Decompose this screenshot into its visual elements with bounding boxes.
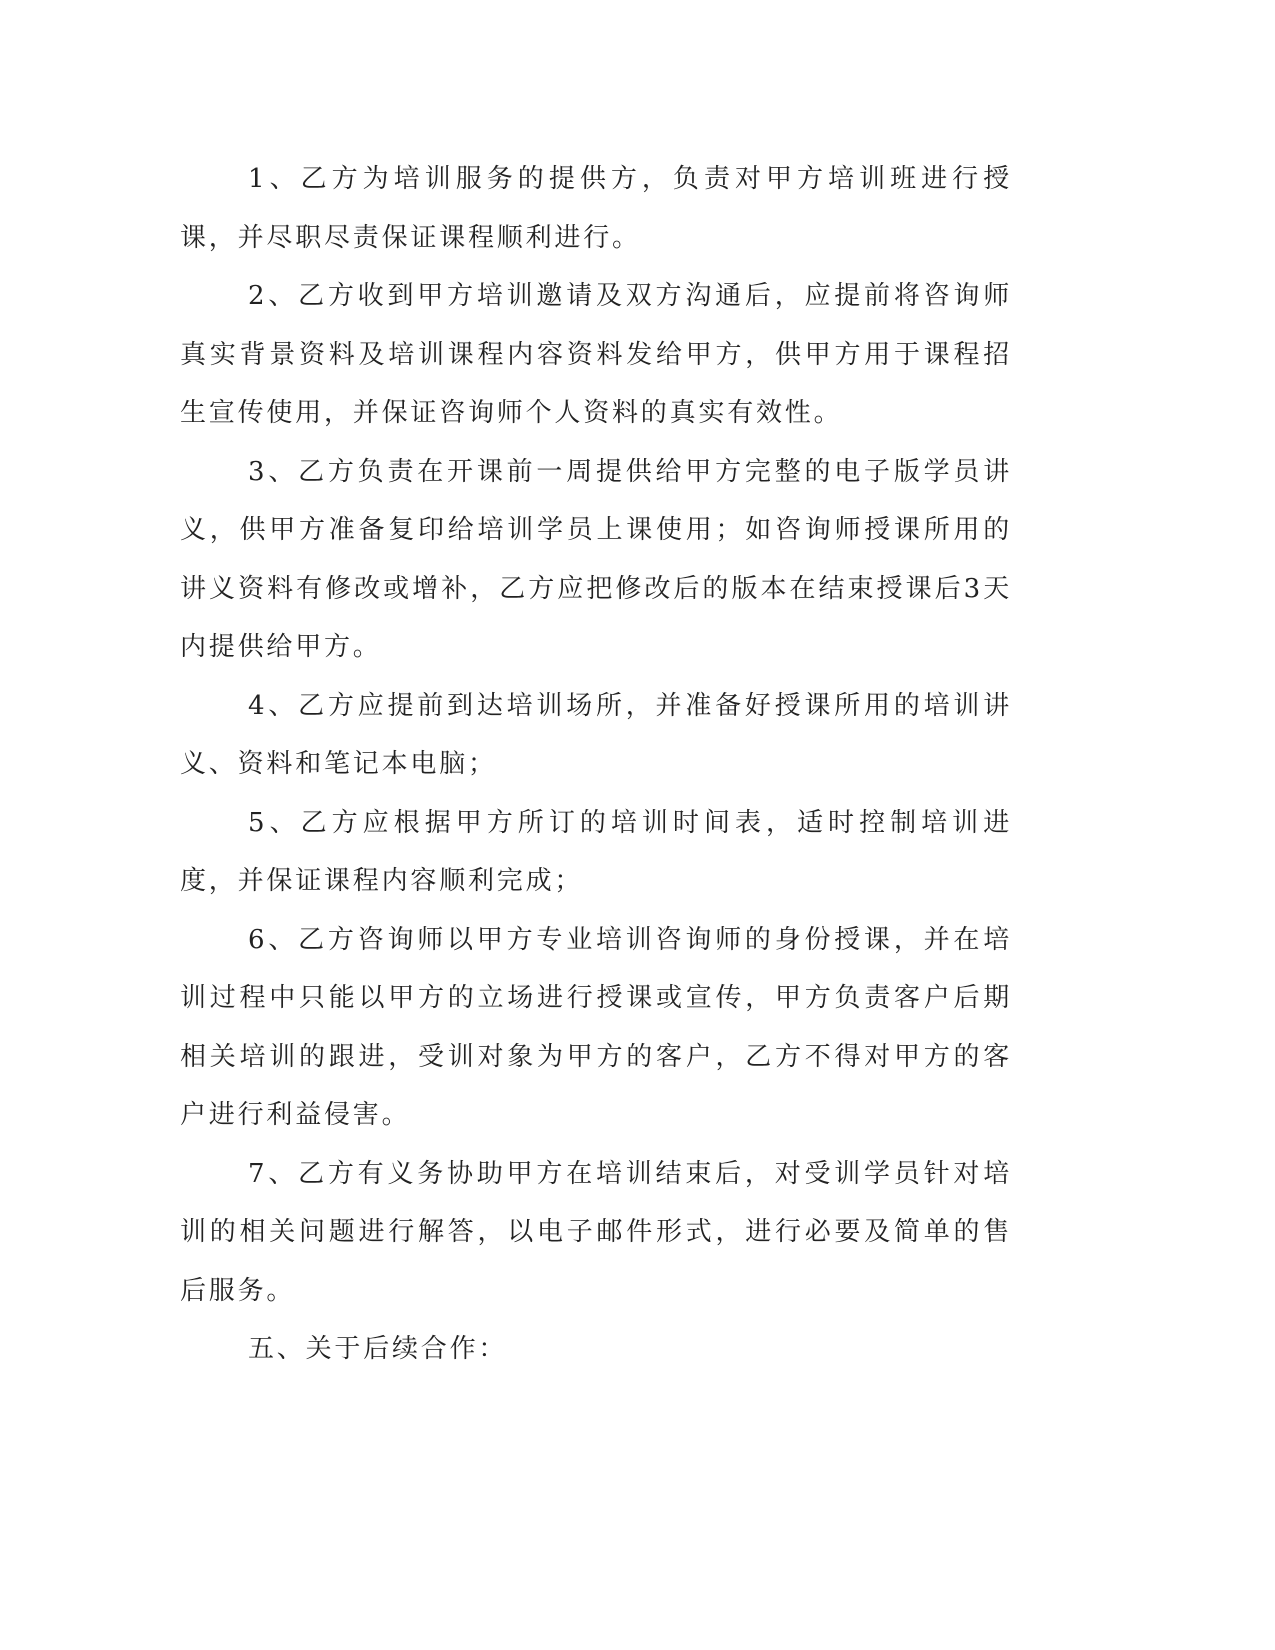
paragraph-clause-6: 6、乙方咨询师以甲方专业培训咨询师的身份授课，并在培训过程中只能以甲方的立场进行授课或宣传，甲方负责客户后期相关培训的跟进，受训对象为甲方的客户，乙方不得对甲方的客户进行利益侵害。	[180, 924, 1012, 1130]
paragraph-clause-3: 3、乙方负责在开课前一周提供给甲方完整的电子版学员讲义，供甲方准备复印给培训学员上课使用；如咨询师授课所用的讲义资料有修改或增补，乙方应把修改后的版本在结束授课后3天内提供给甲方。	[180, 456, 1012, 662]
paragraph-clause-5: 5、乙方应根据甲方所订的培训时间表，适时控制培训进度，并保证课程内容顺利完成；	[180, 807, 1012, 896]
paragraph-clause-2: 2、乙方收到甲方培训邀请及双方沟通后，应提前将咨询师真实背景资料及培训课程内容资料发给甲方，供甲方用于课程招生宣传使用，并保证咨询师个人资料的真实有效性。	[180, 281, 1012, 428]
paragraph-clause-1: 1、乙方为培训服务的提供方，负责对甲方培训班进行授课，并尽职尽责保证课程顺利进行。	[180, 164, 1012, 253]
section-heading-5: 五、关于后续合作：	[248, 1334, 508, 1364]
paragraph-clause-4: 4、乙方应提前到达培训场所，并准备好授课所用的培训讲义、资料和笔记本电脑；	[180, 690, 1012, 779]
paragraph-clause-7: 7、乙方有义务协助甲方在培训结束后，对受训学员针对培训的相关问题进行解答，以电子邮件形式，进行必要及简单的售后服务。	[180, 1158, 1012, 1306]
document-body	[180, 150, 1012, 1379]
